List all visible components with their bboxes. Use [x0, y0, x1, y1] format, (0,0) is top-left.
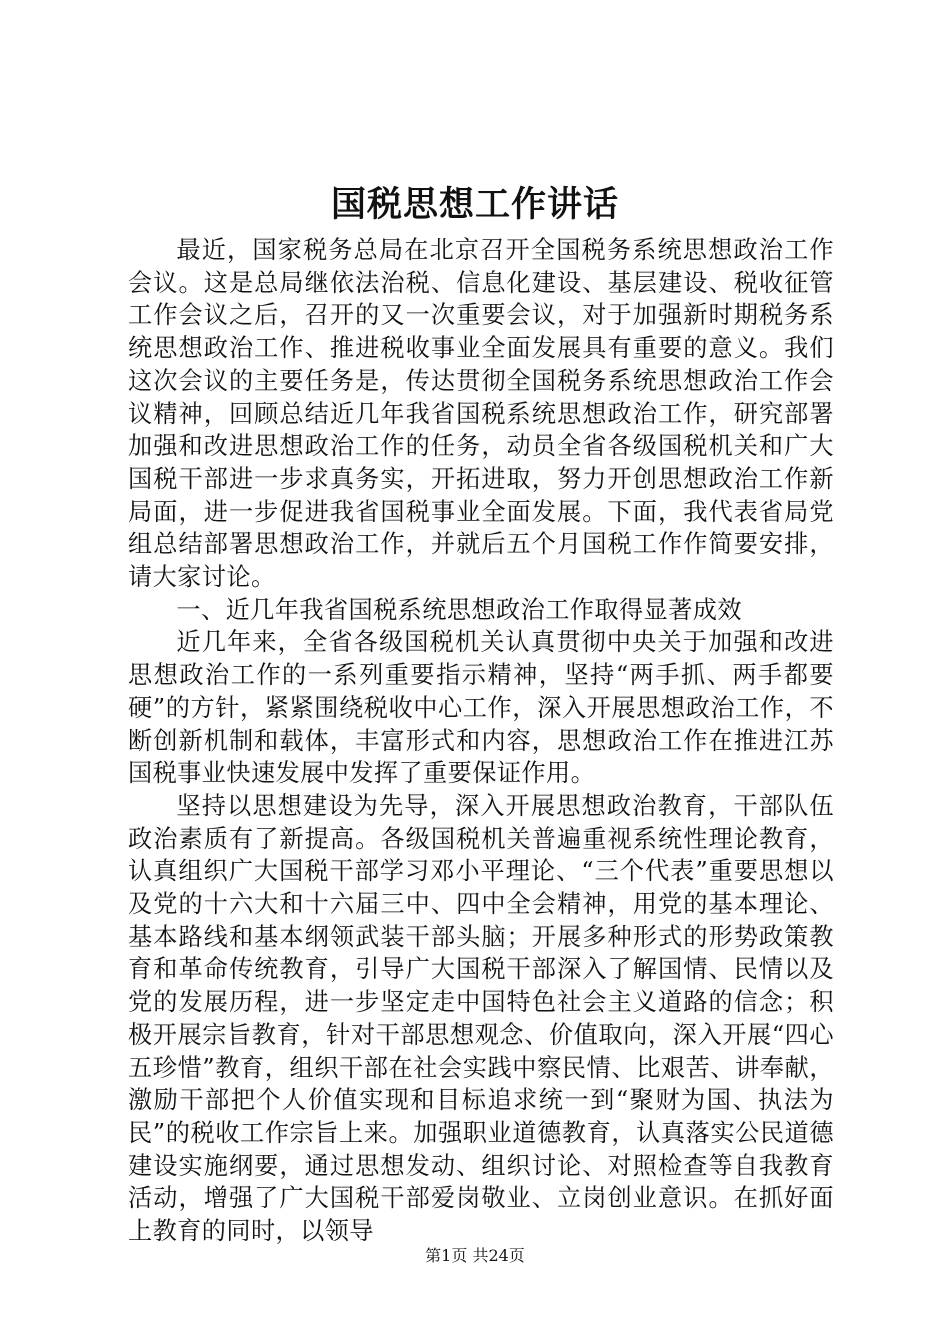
document-title: 国税思想工作讲话 [330, 184, 619, 225]
paragraph-ideological-education: 坚持以思想建设为先导，深入开展思想政治教育，干部队伍政治素质有了新提高。各级国税机关普遍重视系统性理论教育，认真组织广大国税干部学习邓小平理论、“三个代表”重要思想以及党的十六大和十六届三中、四中全会精神，用党的基本理论、基本路线和基本纲领武装干部头脑；开展多种形式的形势政策教育和革命传统教育，引导广大国税干部深入了解国情、民情以及党的发展历程，进一步坚定走中国特色社会主义道路的信念；积极开展宗旨教育，针对干部思想观念、价值取向，深入开展“四心五珍惜”教育，组织干部在社会实践中察民情、比艰苦、讲奉献，激励干部把个人价值实现和目标追求统一到“聚财为国、执法为民”的税收工作宗旨上来。加强职业道德教育，认真落实公民道德建设实施纲要，通过思想发动、组织讨论、对照检查等自我教育活动，增强了广大国税干部爱岗敬业、立岗创业意识。在抓好面上教育的同时，以领导 [128, 791, 834, 1246]
paragraph-intro: 最近，国家税务总局在北京召开全国税务系统思想政治工作会议。这是总局继依法治税、信息化建设、基层建设、税收征管工作会议之后，召开的又一次重要会议，对于加强新时期税务系统思想政治工作、推进税收事业全面发展具有重要的意义。我们这次会议的主要任务是，传达贯彻全国税务系统思想政治工作会议精神，回顾总结近几年我省国税系统思想政治工作，研究部署加强和改进思想政治工作的任务，动员全省各级国税机关和广大国税干部进一步求真务实，开拓进取，努力开创思想政治工作新局面，进一步促进我省国税事业全面发展。下面，我代表省局党组总结部署思想政治工作，并就后五个月国税工作作简要安排，请大家讨论。 [128, 236, 834, 592]
document-body [128, 234, 834, 1248]
section-heading-1: 一、近几年我省国税系统思想政治工作取得显著成效 [176, 595, 742, 624]
paragraph-achievements: 近几年来，全省各级国税机关认真贯彻中央关于加强和改进思想政治工作的一系列重要指示精神，坚持“两手抓、两手都要硬”的方针，紧紧围绕税收中心工作，深入开展思想政治工作，不断创新机制和载体，丰富形式和内容，思想政治工作在推进江苏国税事业快速发展中发挥了重要保证作用。 [128, 628, 834, 788]
page-number-footer: 第1页 共24页 [425, 1246, 525, 1265]
